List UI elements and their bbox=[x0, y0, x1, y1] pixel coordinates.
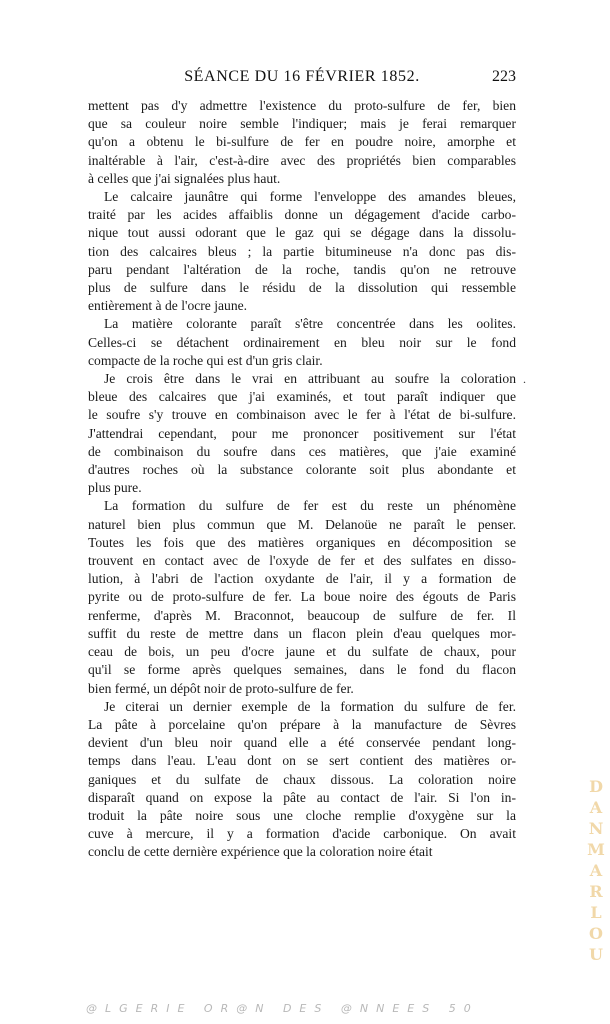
text-line: inaltérable à l'air, c'est-à-dire avec des propriétés bien comparables bbox=[88, 152, 516, 168]
text-line: disparaît quand on expose la pâte au contact de l'air. Si l'on in- bbox=[88, 789, 516, 805]
margin-mark: . bbox=[523, 372, 526, 386]
paragraph bbox=[88, 315, 516, 370]
text-line: conclu de cette dernière expérience que la coloration noire était bbox=[88, 844, 433, 860]
watermark-letter: M bbox=[587, 840, 605, 859]
text-line: le soufre s'y trouve en combinaison avec le fer à l'état de bi-sulfure. bbox=[88, 407, 516, 423]
text-line: Celles-ci se détachent ordinairement en bleu noir sur le fond bbox=[88, 334, 516, 350]
text-line: Toutes les fois que des matières organiques en décomposition se bbox=[88, 534, 516, 550]
text-line: d'autres roches où la substance colorante soit plus abondante et bbox=[88, 462, 516, 478]
text-line: bleue des calcaires que j'ai examinés, et tout paraît indiquer que bbox=[88, 389, 516, 405]
header-title: SÉANCE DU 16 FÉVRIER 1852. bbox=[184, 68, 420, 85]
text-line: tion des calcaires bleus ; la partie bitumineuse n'a donc pas dis- bbox=[88, 243, 516, 259]
watermark-letter: D bbox=[589, 777, 603, 796]
paragraph bbox=[88, 188, 516, 315]
text-line: suffit du reste de mettre dans un flacon plein d'eau quelques mor- bbox=[88, 625, 516, 641]
text-line: paru pendant l'altération de la roche, tandis qu'on ne retrouve bbox=[88, 261, 516, 277]
text-line: traité par les acides affaiblis donne un dégagement d'acide carbo- bbox=[88, 207, 516, 223]
watermark-letter: A bbox=[589, 798, 603, 817]
text-line: temps dans l'eau. L'eau dont on se sert contient des matières or- bbox=[88, 753, 516, 769]
side-watermark bbox=[586, 776, 606, 976]
text-line: naturel bien plus commun que M. Delanoüe ne paraît le penser. bbox=[88, 516, 516, 532]
text-line: lution, à l'abri de l'action oxydante de l'air, il y a formation de bbox=[88, 571, 516, 587]
text-line: J'attendrai cependant, pour me prononcer positivement sur l'état bbox=[88, 425, 516, 441]
watermark-letter: L bbox=[590, 903, 602, 922]
text-line: plus pure. bbox=[88, 480, 142, 496]
text-line: qu'on a obtenu le bi-sulfure de fer en poudre noire, amorphe et bbox=[88, 134, 516, 150]
text-line: troduit la pâte noire sous une cloche remplie d'oxygène sur la bbox=[88, 807, 516, 823]
body-text bbox=[88, 97, 516, 862]
text-line: cuve à mercure, il y a formation d'acide carbonique. On avait bbox=[88, 826, 516, 842]
text-line: La pâte à porcelaine qu'on prépare à la manufacture de Sèvres bbox=[88, 716, 516, 732]
bottom-watermark: @LGERIE OR@N DES @NNEES 50 bbox=[86, 1002, 479, 1015]
text-line: que sa couleur noire semble l'indiquer; mais je ferai remarquer bbox=[88, 116, 516, 132]
page-number: 223 bbox=[492, 68, 516, 85]
watermark-letter: A bbox=[589, 861, 603, 880]
paragraph bbox=[88, 97, 516, 188]
text-line: Le calcaire jaunâtre qui forme l'enveloppe des amandes bleues, bbox=[104, 189, 516, 205]
text-line: Je citerai un dernier exemple de la formation du sulfure de fer. bbox=[104, 698, 516, 714]
text-line: compacte de la roche qui est d'un gris clair. bbox=[88, 352, 323, 368]
watermark-letter: N bbox=[588, 819, 604, 838]
text-line: devient d'un bleu noir quand elle a été conservée pendant long- bbox=[88, 735, 516, 751]
text-line: à celles que j'ai signalées plus haut. bbox=[88, 170, 281, 186]
text-line: ganiques et du sulfate de chaux dissous. La coloration noire bbox=[88, 771, 516, 787]
text-line: qu'il se forme après quelques semaines, dans le fond du flacon bbox=[88, 662, 516, 678]
watermark-letter: U bbox=[589, 945, 603, 964]
paragraph bbox=[88, 698, 516, 862]
text-line: mettent pas d'y admettre l'existence du proto-sulfure de fer, bien bbox=[88, 98, 516, 113]
running-header bbox=[88, 68, 516, 90]
text-line: bien fermé, un dépôt noir de proto-sulfure de fer. bbox=[88, 680, 354, 696]
paragraph bbox=[88, 370, 516, 497]
watermark-letter: R bbox=[589, 882, 603, 901]
text-line: Je crois être dans le vrai en attribuant au soufre la coloration bbox=[104, 371, 516, 387]
watermark-letter: O bbox=[589, 924, 603, 943]
text-line: nique tout aussi odorant que le gaz qui se dégage dans la dissolu- bbox=[88, 225, 516, 241]
text-line: La formation du sulfure de fer est du reste un phénomène bbox=[104, 498, 516, 514]
text-line: La matière colorante paraît s'être concentrée dans les oolites. bbox=[104, 316, 516, 332]
text-line: renferme, d'après M. Braconnot, beaucoup de sulfure de fer. Il bbox=[88, 607, 516, 623]
paragraph bbox=[88, 497, 516, 697]
text-line: trouvent en contact avec de l'oxyde de fer et des sulfates en disso- bbox=[88, 553, 516, 569]
text-line: ceau de bois, un peu d'ocre jaune et du sulfate de chaux, pour bbox=[88, 644, 516, 660]
text-line: pyrite ou de proto-sulfure de fer. La boue noire des égouts de Paris bbox=[88, 589, 516, 605]
text-line: entièrement à de l'ocre jaune. bbox=[88, 298, 248, 314]
text-line: de combinaison du soufre dans ces matières, que j'aie examiné bbox=[88, 443, 516, 459]
text-line: plus de sulfure dans le résidu de la dissolution qui ressemble bbox=[88, 280, 516, 296]
